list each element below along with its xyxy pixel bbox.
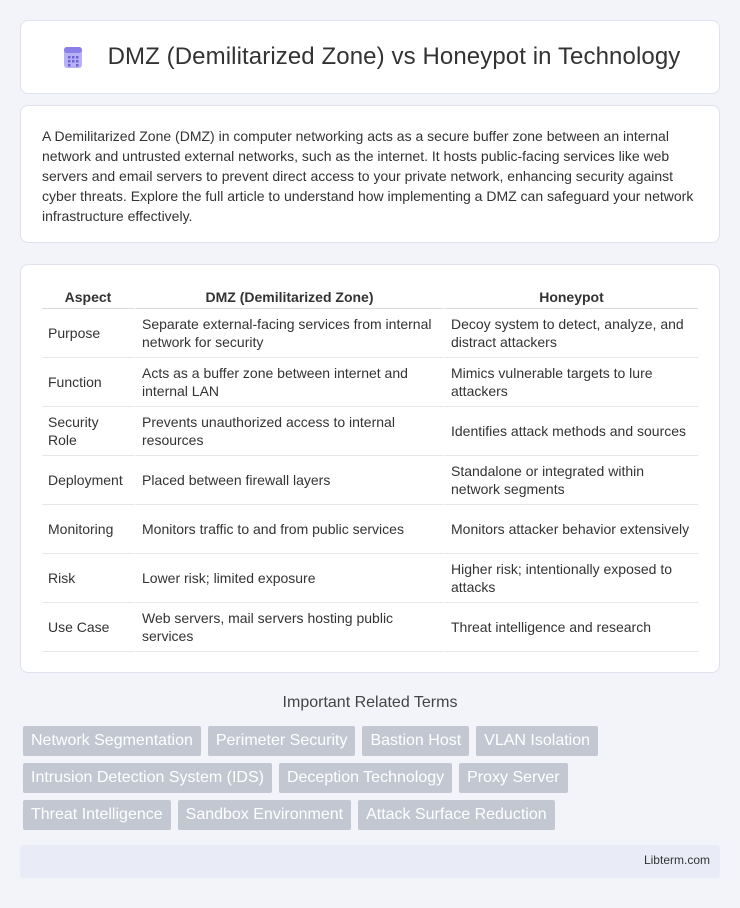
footer-brand-link[interactable]: Libterm.com (643, 853, 710, 867)
tag-vlan-isolation[interactable]: VLAN Isolation (476, 726, 598, 756)
header-dmz: DMZ (Demilitarized Zone) (134, 286, 443, 309)
cell-honeypot: Mimics vulnerable targets to lure attackers (443, 358, 698, 407)
comparison-card (20, 264, 720, 673)
table-row (42, 358, 698, 407)
cell-honeypot: Threat intelligence and research (443, 603, 698, 652)
cell-dmz: Separate external-facing services from internal network for security (134, 309, 443, 358)
cell-honeypot: Decoy system to detect, analyze, and distract attackers (443, 309, 698, 358)
tag-deception-technology[interactable]: Deception Technology (279, 763, 452, 793)
cell-honeypot: Standalone or integrated within network segments (443, 456, 698, 505)
table-row (42, 603, 698, 652)
cell-aspect: Deployment (42, 456, 134, 505)
cell-dmz: Prevents unauthorized access to internal resources (134, 407, 443, 456)
table-row (42, 456, 698, 505)
tag-intrusion-detection-system[interactable]: Intrusion Detection System (IDS) (23, 763, 272, 793)
footer (20, 845, 720, 878)
cell-aspect: Use Case (42, 603, 134, 652)
tag-bastion-host[interactable]: Bastion Host (362, 726, 469, 756)
building-icon (60, 44, 86, 70)
cell-aspect: Function (42, 358, 134, 407)
tag-threat-intelligence[interactable]: Threat Intelligence (23, 800, 171, 830)
page-title: DMZ (Demilitarized Zone) vs Honeypot in Technology (107, 43, 681, 70)
table-row (42, 407, 698, 456)
cell-honeypot: Identifies attack methods and sources (443, 407, 698, 456)
cell-aspect: Risk (42, 554, 134, 603)
tag-perimeter-security[interactable]: Perimeter Security (208, 726, 356, 756)
table-row (42, 554, 698, 603)
cell-dmz: Lower risk; limited exposure (134, 554, 443, 603)
table-row (42, 505, 698, 554)
cell-dmz: Web servers, mail servers hosting public services (134, 603, 443, 652)
tag-proxy-server[interactable]: Proxy Server (459, 763, 567, 793)
related-terms-list (23, 726, 723, 837)
intro-text: A Demilitarized Zone (DMZ) in computer networking acts as a secure buffer zone between an internal network and untrusted external networks, such as the internet. It hosts public-facing services like web servers and email servers to prevent direct access to your private network, enhancing security against cyber threats. Explore the full article to understand how implementing a DMZ can safeguard your network infrastructure effectively. (42, 128, 694, 224)
tag-network-segmentation[interactable]: Network Segmentation (23, 726, 201, 756)
cell-aspect: Security Role (42, 407, 134, 456)
cell-dmz: Placed between firewall layers (134, 456, 443, 505)
tag-attack-surface-reduction[interactable]: Attack Surface Reduction (358, 800, 555, 830)
title-card (20, 20, 720, 94)
cell-aspect: Purpose (42, 309, 134, 358)
header-aspect: Aspect (42, 286, 134, 309)
cell-dmz: Acts as a buffer zone between internet and internal LAN (134, 358, 443, 407)
intro-card (20, 105, 720, 243)
related-terms-title: Important Related Terms (282, 694, 458, 711)
cell-honeypot: Higher risk; intentionally exposed to attacks (443, 554, 698, 603)
comparison-table (42, 286, 698, 652)
table-header-row (42, 286, 698, 309)
cell-aspect: Monitoring (42, 505, 134, 554)
header-honeypot: Honeypot (443, 286, 698, 309)
tag-sandbox-environment[interactable]: Sandbox Environment (178, 800, 351, 830)
cell-honeypot: Monitors attacker behavior extensively (443, 505, 698, 554)
table-row (42, 309, 698, 358)
cell-dmz: Monitors traffic to and from public services (134, 505, 443, 554)
